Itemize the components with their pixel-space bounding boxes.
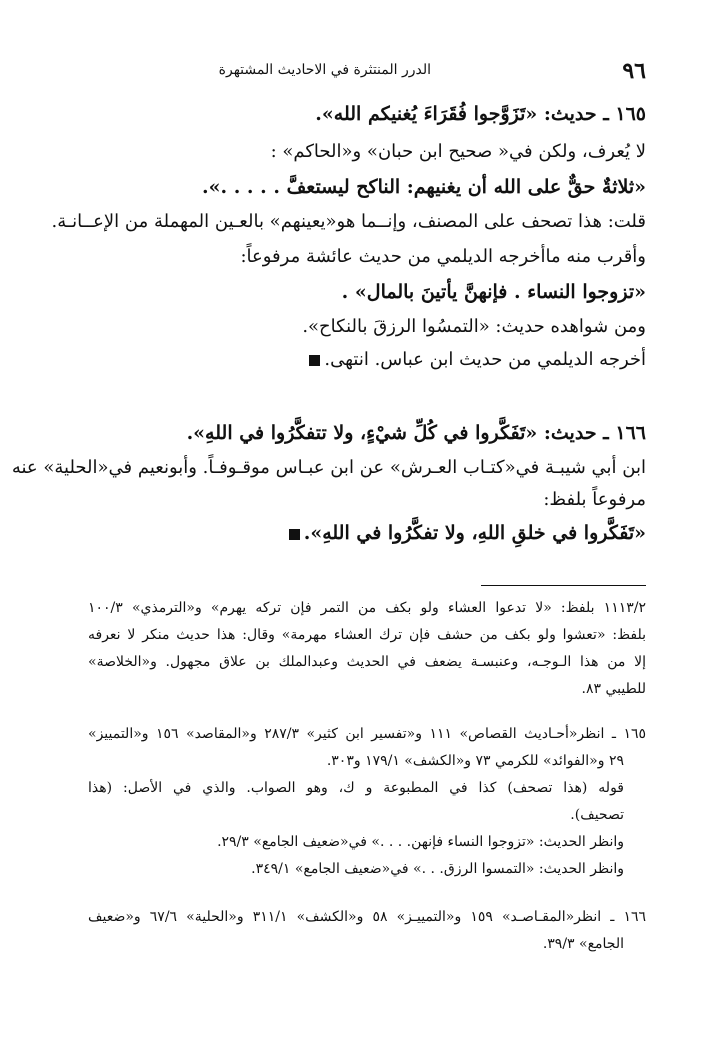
hadith-165-line: وأقرب منه ماأخرجه الديلمي من حديث عائشة مرفوعاً: xyxy=(240,246,646,267)
hadith-165-title: ١٦٥ ـ حديث: «تَزَوَّجوا فُقَرَاءَ يُغنيكم الله». xyxy=(315,103,646,125)
hadith-166-line: ابن أبي شيبـة في«كتـاب العـرش» عن ابن عبـاس موقـوفـاً. وأبونعيم في«الحلية» عنه xyxy=(11,457,646,478)
page-header xyxy=(60,58,646,88)
footnote-166-line: ١٦٦ ـ انظر«المقـاصـد» ١٥٩ و«التمييـز» ٥٨ و«الكشف» ٣١١/١ و«الحلية» ٦٧/٦ و«ضعيف xyxy=(88,909,646,925)
footnote-165-line: قوله (هذا تصحف) كذا في المطبوعة و ك، وهو الصواب. والذي في الأصل: (هذا xyxy=(88,780,624,796)
hadith-165-line: «تزوجوا النساء . فإنهنَّ يأتينَ بالمال» . xyxy=(341,281,646,303)
footnote-line: ١١١٣/٢ بلفظ: «لا تدعوا العشاء ولو بكف من التمر فإن تركه يهرم» و«الترمذي» ١٠٠/٣ xyxy=(88,600,646,616)
end-square-icon xyxy=(289,529,300,540)
hadith-166-title: ١٦٦ ـ حديث: «تَفَكَّروا في كُلِّ شيْءٍ، ولا تتفكَّرُوا في اللهِ». xyxy=(186,422,646,444)
footnote-line: بلفظ: «تعشوا ولو بكف من حشف فإن ترك العشاء مهرمة» وقال: هذا حديث منكر لا نعرفه xyxy=(88,627,646,643)
hadith-165-line: أخرجه الديلمي من حديث ابن عباس. انتهى. xyxy=(324,349,646,370)
hadith-165-line: لا يُعرف، ولكن في« صحيح ابن حبان» و«الحاكم» : xyxy=(270,141,646,162)
end-square-icon xyxy=(309,355,320,366)
hadith-166-conclusion xyxy=(92,518,646,548)
page-number: ٩٦ xyxy=(622,58,646,84)
footnote-166-line: الجامع» ٣٩/٣. xyxy=(542,936,624,952)
hadith-165-line: قلت: هذا تصحف على المصنف، وإنــما هو«يعينهم» بالعـين المهملة من الإعــانـة. xyxy=(51,211,646,232)
footnote-165-line: وانظر الحديث: «تزوجوا النساء فإنهن. . . .» في«ضعيف الجامع» ٢٩/٣. xyxy=(217,834,624,850)
hadith-165-line: «ثلاثةٌ حقٌّ على الله أن يغنيهم: الناكح ليستعفَّ . . . . .». xyxy=(201,176,646,198)
hadith-166-line: مرفوعاً بلفظ: xyxy=(543,489,646,510)
footnote-165-line: ٢٩ و«الفوائد» للكرمي ٧٣ و«الكشف» ١٧٩/١ و٣٠٣. xyxy=(326,753,624,769)
footnote-165-line: وانظر الحديث: «التمسوا الرزق. . .» في«ضعيف الجامع» ٣٤٩/١. xyxy=(251,861,624,877)
running-title: الدرر المنتثرة في الاحاديث المشتهرة xyxy=(218,62,431,78)
footnote-separator xyxy=(481,585,646,586)
hadith-166-line: «تَفَكَّروا في خلقِ اللهِ، ولا تفكَّرُوا في اللهِ». xyxy=(303,522,646,544)
hadith-165-conclusion xyxy=(92,345,646,375)
footnote-line: للطيبي ٨٣. xyxy=(581,681,646,697)
footnote-165-line: ١٦٥ ـ انظر«أحـاديث القصاص» ١١١ و«تفسير ابن كثير» ٢٨٧/٣ و«المقاصد» ١٥٦ و«التمييز» xyxy=(88,726,646,742)
footnote-line: إلا من هذا الـوجـه، وعنبسـة يضعف في الحديث وعبدالملك بن علاق مجهول. و«الخلاصة» xyxy=(88,654,646,670)
footnote-165-line: تصحيف). xyxy=(570,807,624,823)
hadith-165-line: ومن شواهده حديث: «التمسُوا الرزقَ بالنكاح». xyxy=(302,316,646,337)
